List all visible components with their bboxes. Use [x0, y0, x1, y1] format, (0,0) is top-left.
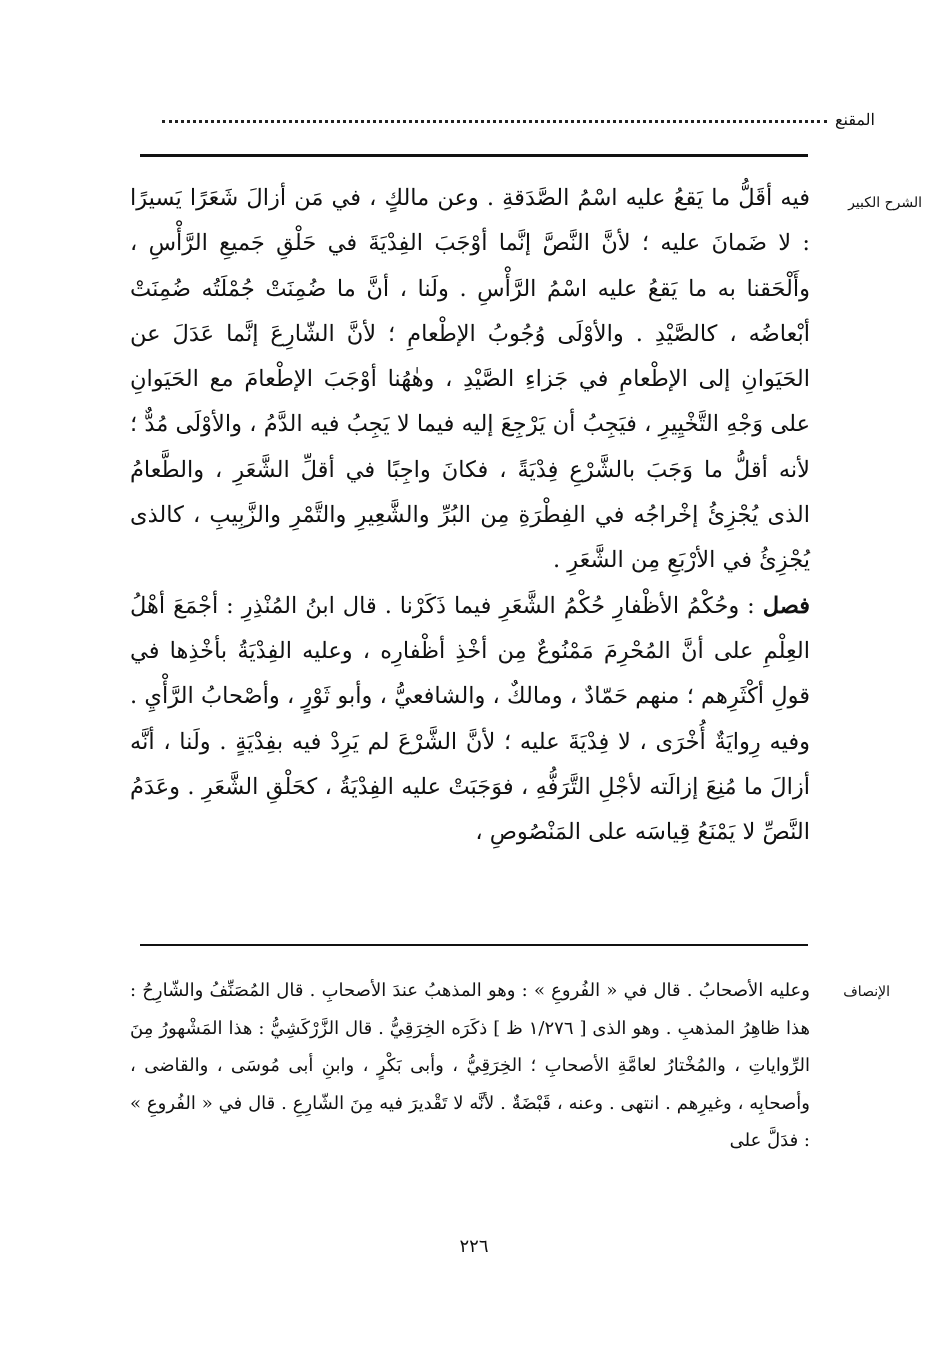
page-number: ٢٢٦ [459, 1236, 489, 1257]
header-rule [140, 154, 808, 157]
dotted-leader [162, 120, 827, 123]
running-head [140, 110, 875, 140]
fasl-body: : وحُكْمُ الأظْفارِ حُكْمُ الشَّعَرِ فيما ذَكَرْنا . قال ابنُ المُنْذِرِ : أجْمَعَ أهْلُ العِلْمِ على أنَّ المُحْرِمَ مَمْنُوعٌ مِن أخْذِ أظْفارِه ، وعليه الفِدْيَةُ بأخْذِها في قولِ أكْثَرِهم ؛ منهم حَمّادٌ ، ومالكٌ ، والشافعيُّ ، وأبو ثَوْرٍ ، وأصْحابُ الرَّأْيِ . وفيه رِوايَةٌ أُخْرَى ، لا فِدْيَةَ عليه ؛ لأنَّ الشَّرْعَ لم يَرِدْ فيه بفِدْيَةٍ . ولَنا ، أنَّه أزالَ ما مُنِعَ إزالَته لأجْلِ التَّرَفُّهِ ، فوَجَبَتْ عليه الفِدْيَةُ ، كحَلْقِ الشَّعَرِ . وعَدَمُ النَّصِّ لا يَمْنَعُ قِياسَه على المَنْصُوصِ ، [130, 592, 810, 846]
main-paragraph-1: فيه أقَلُّ ما يَقعُ عليه اسْمُ الصَّدَقةِ . وعن مالكٍ ، في مَن أزالَ شَعَرًا يَسيرًا : لا ضَمانَ عليه ؛ لأنَّ النَّصَّ إنَّما أوْجَبَ الفِدْيَةَ في حَلْقِ جَميعِ الرَّأْسِ ، وأَلْحَقنا به ما يَقعُ عليه اسْمُ الرَّأْسِ . ولَنا ، أنَّ ما ضُمِنَتْ جُمْلَتُه ضُمِنَتْ أبْعاضُه ، كالصَّيْدِ . والأوْلَى وُجُوبُ الإطْعامِ ؛ لأنَّ الشّارِعَ إنَّما عَدَلَ عن الحَيَوانِ إلى الإطْعامِ في جَزاءِ الصَّيْدِ ، وهٰهُنا أوْجَبَ الإطْعامَ مع الحَيَوانِ على وَجْهِ التَّخْيِيرِ ، فيَجِبُ أن يَرْجِعَ إليه فيما لا يَجِبُ فيه الدَّمُ ، والأوْلَى مُدٌّ ؛ لأنه أقلُّ ما وَجَبَ بالشَّرْعِ فِدْيَةً ، فكانَ واجِبًا في أقلِّ الشَّعَرِ ، والطَّعامُ الذى يُجْزِئُ إخْراجُه في الفِطْرَةِ مِن البُرِّ والشَّعِيرِ والتَّمْرِ والزَّبِيبِ ، كالذى يُجْزِئُ في الأرْبَعِ مِن الشَّعَرِ . [130, 185, 810, 574]
running-title: المقنع [834, 110, 875, 129]
section-rule [140, 944, 808, 946]
main-paragraph-2 [130, 584, 810, 856]
margin-label-sharh: الشرح الكبير [848, 195, 922, 211]
insaf-text [130, 972, 810, 1160]
insaf-paragraph: وعليه الأصحابُ . قال في « الفُروعِ » : وهو المذهبُ عندَ الأصحابِ . قال المُصَنِّفُ والشّارِحُ : هذا ظاهِرُ المذهبِ . وهو الذى [ ١/٢٧٦ ظ ] ذكَرَه الخِرَقِيُّ . قال الزَّرْكَشِيُّ : هذا المَشْهورُ مِنَ الرِّواياتِ ، والمُخْتارُ لعامَّةِ الأصحابِ ؛ الخِرَقِيُّ ، وأبى بَكْرٍ ، وابنِ أبى مُوسَى ، والقاضى ، وأصحابِه ، وغيرِهم . انتهى . وعنه ، قَبْضَةٌ . لأنَّه لا تَقْديرَ فيه مِنَ الشّارِعِ . قال في « الفُروعِ » : فدَلَّ على [130, 980, 810, 1151]
margin-label-insaf: الإنصاف [843, 984, 890, 1000]
fasl-heading: فصل [762, 592, 811, 619]
main-text [130, 176, 810, 855]
